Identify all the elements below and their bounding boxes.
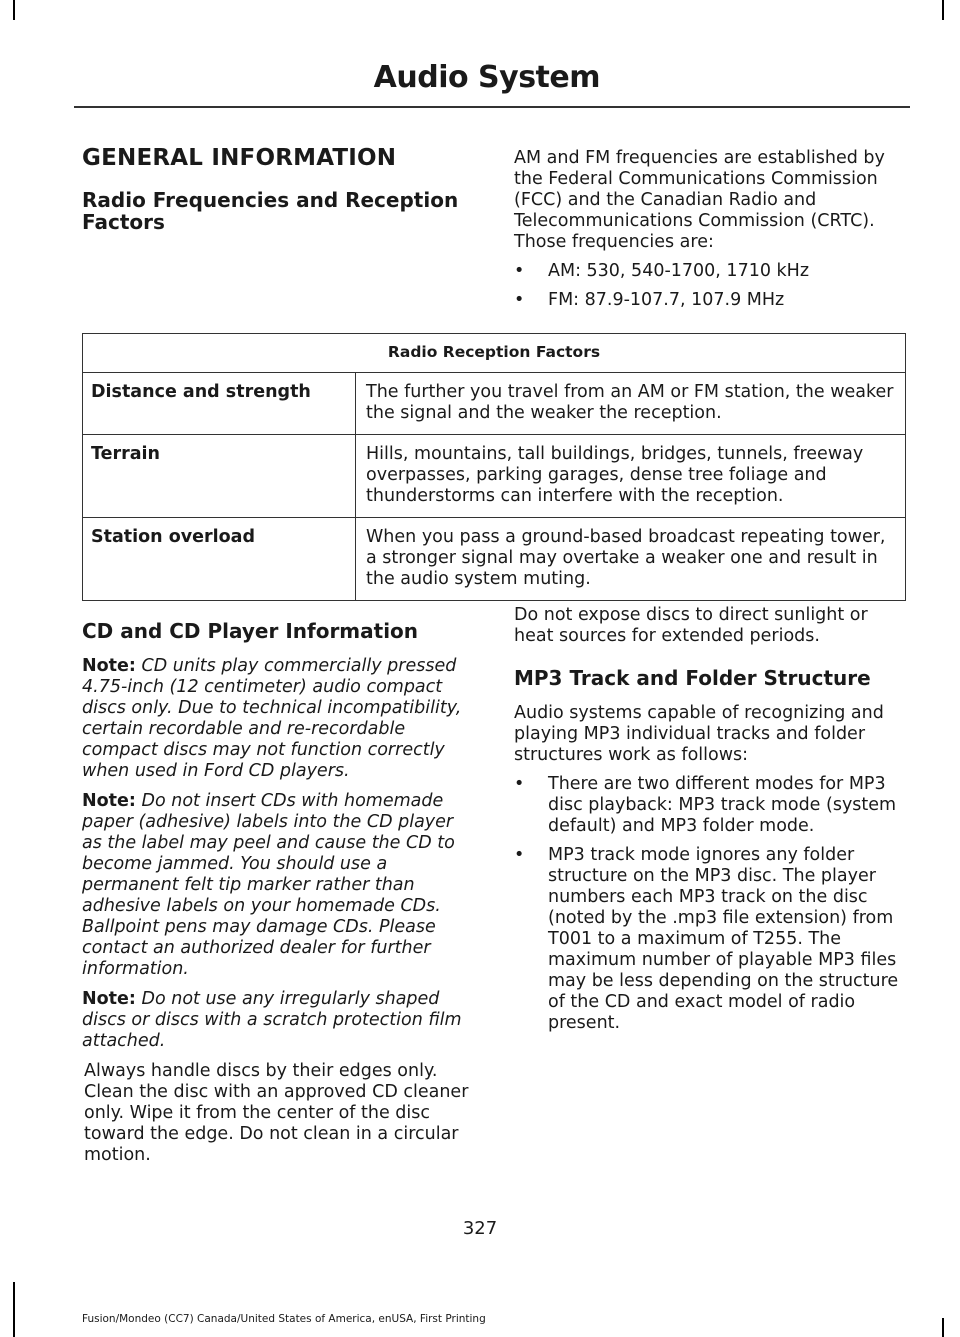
disc-exposure-text: Do not expose discs to direct sunlight or heat sources for extended periods. [514, 605, 868, 646]
section-heading-cd: CD and CD Player Information [82, 619, 419, 643]
note-text: Do not use any irregularly shaped discs or discs with a scratch protection film attached. [82, 989, 462, 1051]
list-item: • FM: 87.9-107.7, 107.9 MHz [514, 290, 910, 311]
table-cell-description: Hills, mountains, tall buildings, bridges, tunnels, freeway overpasses, parking garages, dense tree foliage and thunderstorms can interfere with the reception. [356, 435, 906, 518]
note-label: Note: [82, 989, 136, 1009]
subheading-radio-frequencies: Radio Frequencies and Reception Factors [82, 188, 459, 234]
table-cell-factor: Station overload [83, 518, 356, 601]
table-cell-factor: Terrain [83, 435, 356, 518]
crop-mark-top-left [13, 0, 15, 20]
mp3-list [514, 774, 910, 1034]
list-item: • There are two different modes for MP3 disc playback: MP3 track mode (system default) and MP3 folder mode. [514, 774, 910, 837]
frequency-list [514, 261, 910, 311]
crop-mark-bottom-right [942, 1318, 944, 1337]
note-paragraph [82, 989, 474, 1052]
cd-section [82, 620, 474, 1166]
crop-mark-bottom-left [13, 1282, 15, 1337]
note-label: Note: [82, 656, 136, 676]
note-text: CD units play commercially pressed 4.75-inch (12 centimeter) audio compact discs only. Due to technical incompatibility, certain recordable and re-recordable compact discs may not function correctly when used in Ford CD players. [82, 656, 462, 781]
table-cell-factor: Distance and strength [83, 373, 356, 435]
note-text: Do not insert CDs with homemade paper (adhesive) labels into the CD player as the label may peel and cause the CD to become jammed. You should use a permanent felt tip marker rather than adhesive labels on your homemade CDs. Ballpoint pens may damage CDs. Please contact an authorized dealer for further information. [82, 791, 455, 979]
table-row [83, 373, 906, 435]
table-row [83, 435, 906, 518]
note-label: Note: [82, 791, 136, 811]
crop-mark-top-right [942, 0, 944, 20]
table-cell-description: When you pass a ground-based broadcast repeating tower, a stronger signal may overtake a weaker one and result in the audio system muting. [356, 518, 906, 601]
mp3-intro: Audio systems capable of recognizing and playing MP3 individual tracks and folder structures work as follows: [514, 703, 884, 765]
table-cell-description: The further you travel from an AM or FM station, the weaker the signal and the weaker the reception. [356, 373, 906, 435]
section-heading-mp3: MP3 Track and Folder Structure [514, 666, 871, 690]
page-header-title: Audio System [373, 60, 600, 95]
general-heading-block [82, 145, 474, 234]
table-row [83, 518, 906, 601]
list-item: • MP3 track mode ignores any folder structure on the MP3 disc. The player numbers each MP3 track on the disc (noted by the .mp3 file extension) from T001 to a maximum of T255. The maximum number of playable MP3 files may be less depending on the structure of the CD and exact model of radio present. [514, 845, 910, 1034]
frequencies-intro: AM and FM frequencies are established by the Federal Communications Commission (FCC) and the Canadian Radio and Telecommunications Commission (CRTC). Those frequencies are: [514, 148, 885, 252]
page-number: 327 [462, 1218, 498, 1239]
general-intro-block [514, 148, 910, 311]
table-title: Radio Reception Factors [83, 334, 906, 373]
disc-handling-text: Always handle discs by their edges only. Clean the disc with an approved CD cleaner only. Wipe it from the center of the disc toward the edge. Do not clean in a circular motion. [84, 1061, 469, 1165]
footer-edition-text: Fusion/Mondeo (CC7) Canada/United States of America, enUSA, First Printing [82, 1313, 486, 1325]
header-rule [74, 106, 910, 108]
section-heading-general: GENERAL INFORMATION [82, 145, 397, 171]
cd-mp3-section [514, 605, 910, 1034]
list-item: • AM: 530, 540-1700, 1710 kHz [514, 261, 910, 282]
radio-reception-factors-table [82, 333, 906, 601]
note-paragraph [82, 791, 474, 980]
note-paragraph [82, 656, 474, 782]
